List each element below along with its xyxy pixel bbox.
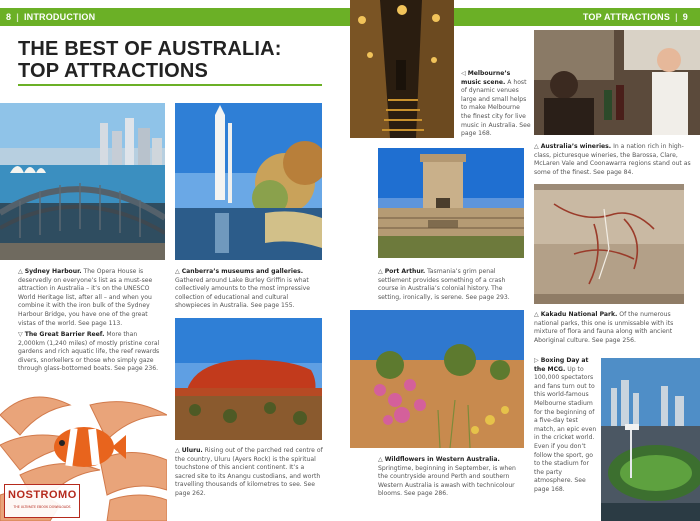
photo-wineries <box>534 30 700 135</box>
caption-wineries <box>534 143 694 177</box>
nostromo-logo <box>4 484 80 518</box>
caption-boxing-day <box>534 357 598 495</box>
caption-title: Melbourne’s music scene. <box>461 70 511 86</box>
caption-wildflowers <box>378 456 526 499</box>
caption-title: Uluru. <box>181 447 203 454</box>
section-label-left: INTRODUCTION <box>23 12 96 22</box>
photo-sydney-harbour <box>0 103 165 260</box>
triangle-right-icon: ▷ <box>534 357 539 364</box>
page-number-right: 9 <box>682 12 688 22</box>
caption-text: In a nation rich in high-class, picturesque wineries, the Barossa, Clare, McLaren Vale and Coonawarra regions stand out as some of the finest. See page 84. <box>534 143 691 176</box>
caption-sydney-harbour <box>18 268 166 328</box>
caption-canberra <box>175 268 323 311</box>
section-label-right: TOP ATTRACTIONS <box>582 12 671 22</box>
caption-title: Sydney Harbour. <box>24 268 82 275</box>
title-line-1: THE BEST OF AUSTRALIA: <box>18 38 282 60</box>
caption-text: Rising out of the parched red centre of the country, Uluru (Ayers Rock) is the spiritual touchstone of this ancient continent. It’s a sacred site to its Anangu custodians, and worth travelling thousands of kilometres to see. See page 262. <box>175 447 323 497</box>
triangle-down-icon: ▽ <box>18 331 23 338</box>
header-right: TOP ATTRACTIONS | 9 <box>350 8 700 26</box>
caption-kakadu <box>534 311 694 345</box>
triangle-up-icon: △ <box>378 268 383 275</box>
title-underline <box>18 84 322 86</box>
caption-title: Canberra’s museums and galleries. <box>181 268 304 275</box>
photo-uluru <box>175 318 322 440</box>
triangle-up-icon: △ <box>534 143 539 150</box>
caption-great-barrier-reef <box>18 331 166 374</box>
logo-name: NOSTROMO <box>8 489 77 501</box>
triangle-up-icon: △ <box>175 447 180 454</box>
caption-port-arthur <box>378 268 526 302</box>
caption-title: Boxing Day at the MCG. <box>534 357 589 373</box>
photo-kakadu <box>534 184 684 304</box>
logo-tagline: THE ULTIMATE EBOOK DOWNLOADS <box>13 505 71 509</box>
photo-mcg <box>601 358 700 521</box>
triangle-left-icon: ◁ <box>461 70 466 77</box>
triangle-up-icon: △ <box>378 456 383 463</box>
caption-title: Australia’s wineries. <box>540 143 612 150</box>
triangle-up-icon: △ <box>534 311 539 318</box>
caption-title: Wildflowers in Western Australia. <box>384 456 500 463</box>
caption-uluru <box>175 447 323 499</box>
triangle-up-icon: △ <box>18 268 23 275</box>
caption-text: Tasmania’s grim penal settlement provides something of a crash course in Australia’s colonial history. The setting, ironically, is serene. See page 293. <box>378 268 510 301</box>
caption-text: Up to 100,000 spectators and fans turn out to this world-famous Melbourne stadium for the beginning of a five-day test match, an epic even in the cricket world. Even if you don’t follow the sport, go to the stadium for the party atmosphere. See page 168. <box>534 365 597 493</box>
caption-title: Port Arthur. <box>384 268 426 275</box>
header-left: 8 | INTRODUCTION <box>0 8 350 26</box>
page-number-left: 8 <box>6 12 12 22</box>
photo-melbourne-music <box>350 0 454 138</box>
photo-wildflowers <box>350 310 524 448</box>
photo-port-arthur <box>378 148 524 258</box>
photo-canberra <box>175 103 322 260</box>
triangle-up-icon: △ <box>175 268 180 275</box>
caption-text: A host of dynamic venues large and small helps to make Melbourne the finest city for live music in Australia. See page 168. <box>461 78 531 138</box>
title-line-2: TOP ATTRACTIONS <box>18 60 209 82</box>
caption-title: Kakadu National Park. <box>540 311 618 318</box>
caption-text: The Opera House is deservedly on everyone’s list as a must-see attraction in Australia – it’s on the UNESCO World Heritage list, after all – and when you combine it with the iron bulk of the Sydney Harbour Bridge, you have one of the great vistas of the world. See page 113. <box>18 268 153 327</box>
caption-text: Of the numerous national parks, this one is unmissable with its mixture of flora and fauna along with ancient Aboriginal culture. See page 256. <box>534 311 674 344</box>
caption-text: Gathered around Lake Burley Griffin is what collectively amounts to the most impressive collection of educational and cultural showpieces in Australia. See page 155. <box>175 276 311 310</box>
caption-melbourne-music <box>461 70 531 139</box>
caption-text: More than 2,000km (1,240 miles) of mostly pristine coral gardens and rich aquatic life, the reef rewards divers, snorkellers or those who simply gaze through glass-bottomed boats. See page 236. <box>18 331 160 373</box>
page-title <box>18 38 328 82</box>
caption-text: Springtime, beginning in September, is when the countryside around Perth and southern Western Australia is awash with technicolour blooms. See page 286. <box>378 464 516 498</box>
caption-title: The Great Barrier Reef. <box>24 331 105 338</box>
